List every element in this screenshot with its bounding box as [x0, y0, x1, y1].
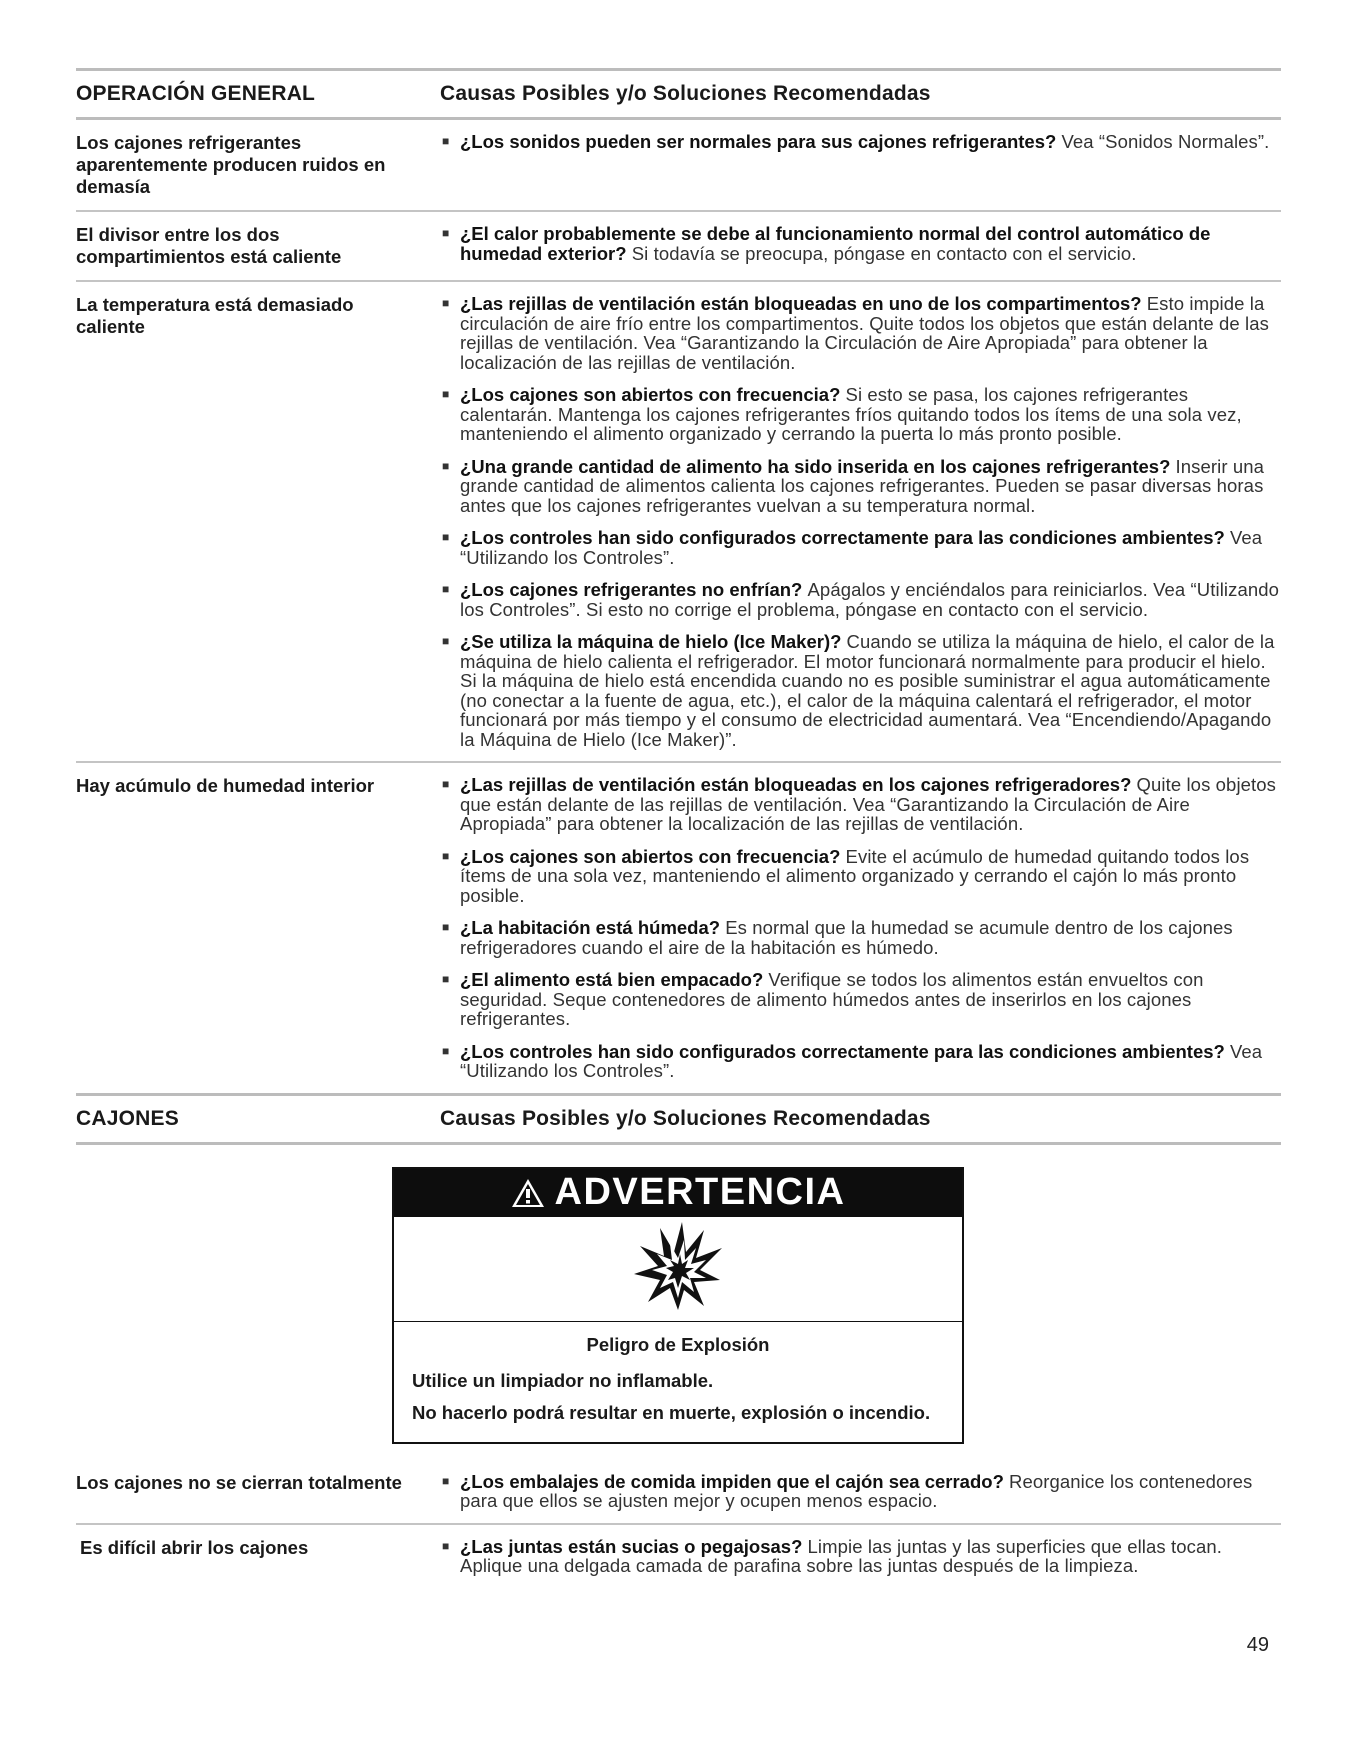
bullet-icon: ■: [442, 530, 450, 544]
solution-answer: Vea “Utilizando los Controles”.: [460, 527, 1263, 568]
troubleshoot-row: [76, 212, 1281, 280]
solution-item: [440, 294, 1281, 372]
solution-answer: Evite el acúmulo de humedad quitando todos los ítems de una sola vez, manteniendo el alimento organizado y cerrando el cajón lo más pronto posible.: [460, 845, 1250, 906]
solution-answer: Quite los objetos que están delante de las rejillas de ventilación. Vea “Garantizando la Circulación de Aire Apropiada” para obtener la localización de las rejillas de ventilación.: [460, 774, 1277, 834]
solutions-list: [440, 224, 1281, 268]
problem-label: El divisor entre los dos compartimientos está caliente: [76, 224, 342, 267]
solution-question: ¿Los cajones son abiertos con frecuencia?: [460, 845, 841, 867]
warning-pictogram: [394, 1217, 962, 1322]
solution-answer: Apágalos y enciéndalos para reiniciarlos. Vea “Utilizando los Controles”. Si esto no corrige el problema, póngase en contacto con el servicio.: [460, 579, 1280, 620]
explosion-icon: [630, 1218, 726, 1319]
solution-item: [440, 457, 1281, 516]
solution-item: [440, 775, 1281, 834]
solution-item: [440, 970, 1281, 1029]
bullet-icon: ■: [442, 458, 450, 473]
solution-item: [440, 528, 1281, 567]
problem-label: La temperatura está demasiado caliente: [76, 294, 354, 337]
solution-answer: Inserir una grande cantidad de alimentos calienta los cajones refrigerantes. Pueden se pasar diversas horas antes que los cajones refrigerantes vuelvan a su temperatura normal.: [460, 455, 1265, 516]
solution-question: ¿Las juntas están sucias o pegajosas?: [460, 1535, 803, 1557]
solutions-list: [440, 1472, 1281, 1511]
solution-item: [440, 918, 1281, 957]
solution-item: [440, 132, 1281, 152]
solution-answer: Es normal que la humedad se acumule dentro de los cajones refrigeradores cuando el aire de la habitación es húmedo.: [460, 917, 1233, 958]
warning-title: Peligro de Explosión: [586, 1333, 770, 1355]
page-number: 49: [1246, 1634, 1269, 1656]
warning-triangle-icon: [511, 1178, 545, 1208]
solution-answer: Limpie las juntas y las superficies que ellas tocan. Aplique una delgada camada de parafina sobre las juntas después de la limpieza.: [460, 1535, 1222, 1576]
troubleshoot-row: [76, 1525, 1281, 1588]
solution-answer: Si esto se pasa, los cajones refrigerantes calentarán. Mantenga los cajones refrigerantes fríos quitando todos los ítems de una sola vez, manteniendo el alimento organizado y cerrando la puerta lo más pronto posible.: [460, 384, 1242, 444]
section-header-right: Causas Posibles y/o Soluciones Recomendadas: [440, 1106, 931, 1130]
bullet-icon: ■: [442, 972, 450, 986]
problem-label: Los cajones no se cierran totalmente: [76, 1471, 402, 1493]
solution-question: ¿Los embalajes de comida impiden que el cajón sea cerrado?: [460, 1470, 1004, 1492]
solution-question: ¿Las rejillas de ventilación están bloqueadas en los cajones refrigeradores?: [460, 774, 1132, 795]
bullet-icon: ■: [442, 777, 450, 791]
troubleshoot-row: [76, 1460, 1281, 1523]
solution-question: ¿El alimento está bien empacado?: [460, 969, 764, 990]
solutions-list: [440, 294, 1281, 749]
solution-question: ¿Los cajones refrigerantes no enfrían?: [460, 579, 803, 600]
solution-answer: Vea “Sonidos Normales”.: [1061, 131, 1270, 152]
bullet-icon: ■: [442, 296, 450, 310]
warning-consequence: No hacerlo podrá resultar en muerte, explosión o incendio.: [412, 1401, 931, 1423]
solution-item: [440, 1537, 1281, 1576]
troubleshooting-page: [76, 68, 1281, 1588]
bullet-icon: ■: [442, 1043, 450, 1058]
solution-question: ¿La habitación está húmeda?: [460, 917, 721, 938]
troubleshoot-row: [76, 120, 1281, 210]
solution-question: ¿Los controles han sido configurados correctamente para las condiciones ambientes?: [460, 527, 1225, 548]
section-header-general: [76, 71, 1281, 117]
solution-item: [440, 1472, 1281, 1511]
bullet-icon: ■: [442, 226, 450, 240]
bullet-icon: ■: [442, 134, 450, 148]
solution-question: ¿Una grande cantidad de alimento ha sido inserida en los cajones refrigerantes?: [460, 455, 1171, 477]
solution-answer: Reorganice los contenedores para que ellos se ajusten mejor y ocupen menos espacio.: [460, 1470, 1253, 1511]
solution-question: ¿Los cajones son abiertos con frecuencia?: [460, 384, 841, 405]
solution-question: ¿Los controles han sido configurados correctamente para las condiciones ambientes?: [460, 1040, 1225, 1062]
solution-item: [440, 847, 1281, 906]
solutions-list: [440, 132, 1281, 198]
solution-item: [440, 385, 1281, 444]
solution-question: ¿Los sonidos pueden ser normales para sus cajones refrigerantes?: [460, 131, 1057, 152]
bullet-icon: ■: [442, 387, 450, 401]
warning-instruction: Utilice un limpiador no inflamable.: [412, 1369, 714, 1391]
section-title: CAJONES: [76, 1106, 179, 1130]
troubleshoot-row: [76, 763, 1281, 1093]
solutions-list: [440, 775, 1281, 1081]
warning-header: [394, 1169, 962, 1217]
bullet-icon: ■: [442, 848, 450, 863]
solution-item: [440, 632, 1281, 749]
bullet-icon: ■: [442, 582, 450, 596]
bullet-icon: ■: [442, 920, 450, 934]
problem-label: Hay acúmulo de humedad interior: [76, 775, 375, 796]
bullet-icon: ■: [442, 1538, 450, 1553]
solution-item: [440, 224, 1281, 263]
solution-answer: Cuando se utiliza la máquina de hielo, el calor de la máquina de hielo calienta el refrigerador. El motor funcionará normalmente para producir el hielo. Si la máquina de hielo está encendida cuando no es posible suministrar el agua automáticamente (no conectar a la fuente de agua, etc.), el calor de la máquina calentará el refrigerador, el motor funcionará por más tiempo y el consumo de electricidad aumentará. Vea “Encendiendo/Apagando la Máquina de Hielo (Ice Maker)”.: [460, 631, 1275, 750]
problem-label: Es difícil abrir los cajones: [80, 1536, 309, 1558]
solution-question: ¿El calor probablemente se debe al funcionamiento normal del control automático de humedad exterior?: [460, 223, 1211, 264]
solution-item: [440, 580, 1281, 619]
bullet-icon: ■: [442, 634, 450, 648]
section-title: OPERACIÓN GENERAL: [76, 82, 316, 105]
solution-item: [440, 1042, 1281, 1081]
section-header-right: Causas Posibles y/o Soluciones Recomendadas: [440, 82, 931, 105]
warning-body: [394, 1322, 962, 1442]
warning-wrapper: [76, 1145, 1281, 1460]
section-header-cajones: [76, 1096, 1281, 1142]
solution-answer: Si todavía se preocupa, póngase en contacto con el servicio.: [631, 242, 1137, 264]
solution-question: ¿Se utiliza la máquina de hielo (Ice Maker)?: [460, 631, 842, 652]
troubleshoot-row: [76, 282, 1281, 761]
warning-box: [392, 1167, 964, 1444]
solution-answer: Esto impide la circulación de aire frío entre los compartimentos. Quite todos los objetos que están delante de las rejillas de ventilación. Vea “Garantizando la Circulación de Aire Apropiada” para obtener la localización de las rejillas de ventilación.: [460, 293, 1269, 373]
solution-answer: Verifique se todos los alimentos están envueltos con seguridad. Seque contenedores de alimento húmedos antes de inserirlos en los cajones refrigerantes.: [460, 969, 1204, 1029]
solution-question: ¿Las rejillas de ventilación están bloqueadas en uno de los compartimentos?: [460, 293, 1142, 314]
solutions-list: [440, 1537, 1281, 1576]
problem-label: Los cajones refrigerantes aparentemente producen ruidos en demasía: [76, 132, 386, 197]
bullet-icon: ■: [442, 1473, 450, 1488]
solution-answer: Vea “Utilizando los Controles”.: [460, 1040, 1263, 1081]
warning-heading: ADVERTENCIA: [554, 1171, 846, 1213]
